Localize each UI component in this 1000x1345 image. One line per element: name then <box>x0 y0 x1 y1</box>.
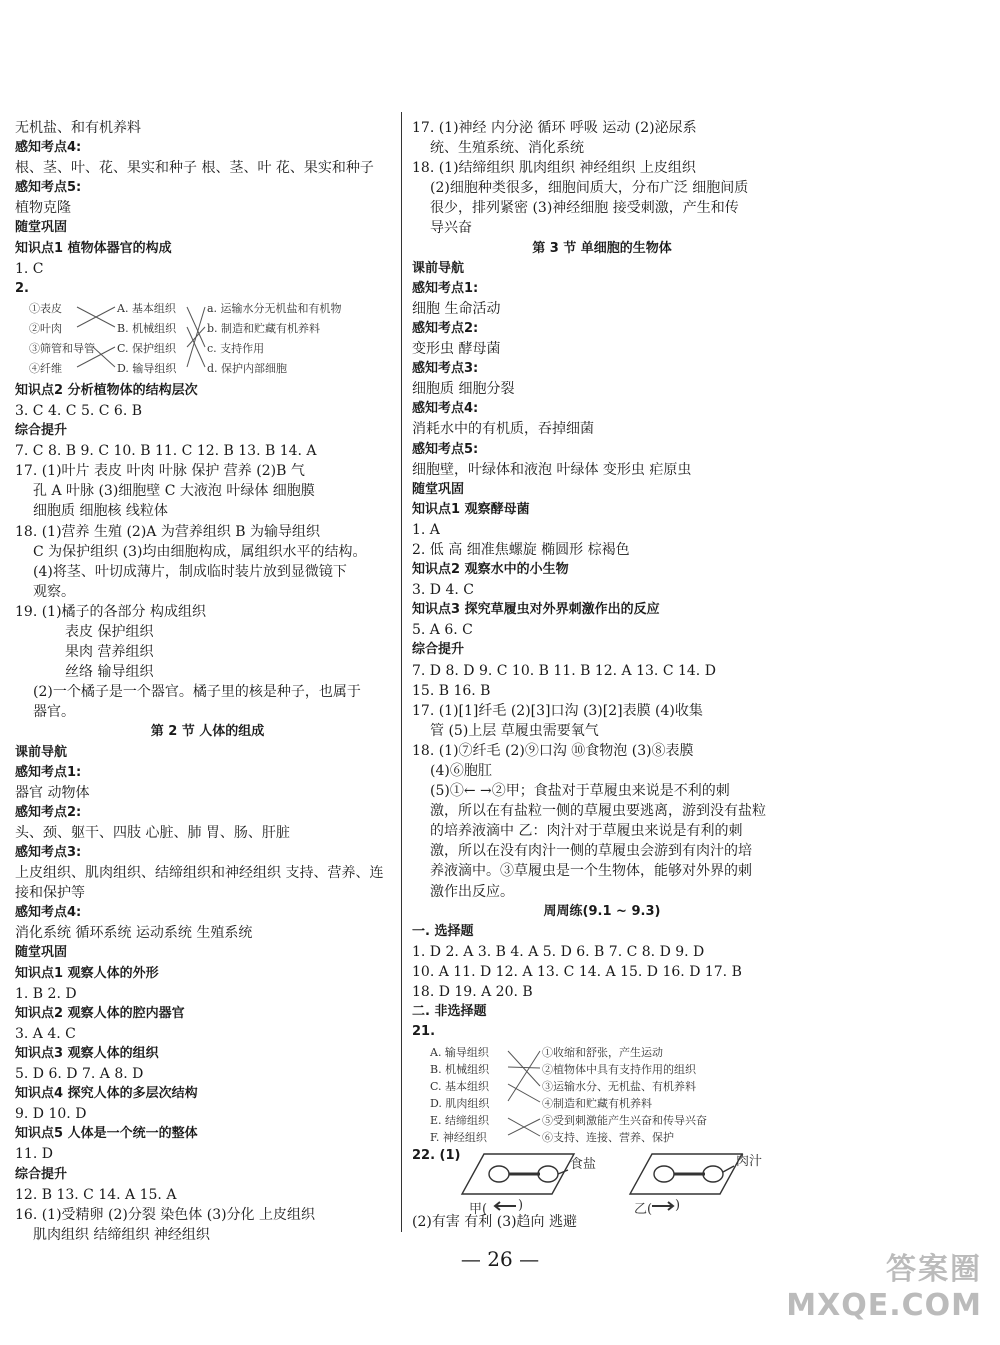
answer-line: 2. 低 高 细准焦螺旋 椭圆形 棕褐色 <box>412 541 630 558</box>
section-heading: 感知考点4: <box>15 905 82 921</box>
answer-line: 激，所以在没有肉汁一侧的草履虫会游到有肉汁的培 <box>430 843 752 860</box>
answer-line: 消化系统 循环系统 运动系统 生殖系统 <box>15 925 253 942</box>
answer-line: 器官 动物体 <box>15 784 90 801</box>
section-heading: 综合提升 <box>412 642 465 658</box>
section-heading: 知识点3 探究草履虫对外界刺激作出的反应 <box>412 602 660 618</box>
d2-left-6: F. 神经组织 <box>430 1131 487 1145</box>
answer-line: 激，所以在有盐粒一侧的草履虫要逃离，游到没有盐粒 <box>430 803 766 820</box>
d2-left-5: E. 结缔组织 <box>430 1114 490 1128</box>
section-heading: 二. 非选择题 <box>412 1004 487 1020</box>
d2-left-2: B. 机械组织 <box>430 1063 490 1077</box>
section-heading: 知识点2 观察水中的小生物 <box>412 562 569 578</box>
answer-line: 观察。 <box>33 583 75 600</box>
d1-mid-4: D. 输导组织 <box>117 361 177 375</box>
answer-line: 18. (1)⑦纤毛 (2)⑨口沟 ⑩食物泡 (3)⑧表膜 <box>412 742 694 759</box>
section-heading: 知识点1 植物体器官的构成 <box>15 240 172 256</box>
caption-yi-close: ) <box>675 1198 681 1214</box>
answer-line: 细胞壁，叶绿体和液泡 叶绿体 变形虫 疟原虫 <box>412 461 692 478</box>
section-heading: 感知考点1: <box>15 764 82 780</box>
answer-line: 5. A 6. C <box>412 622 473 639</box>
section-heading: 感知考点4: <box>15 140 82 156</box>
answer-line: (2)细胞种类很多，细胞间质大，分布广泛 细胞间质 <box>430 180 749 197</box>
matching-diagram-tissue-functions <box>412 1042 792 1146</box>
slide-diagrams <box>412 1148 792 1218</box>
right-column <box>412 118 792 1233</box>
answer-line: 根、茎、叶、花、果实和种子 根、茎、叶 花、果实和种子 <box>15 160 374 177</box>
section-heading: 知识点2 分析植物体的结构层次 <box>15 382 198 398</box>
answer-line: 肌肉组织 结缔组织 神经组织 <box>33 1226 210 1243</box>
section-heading: 随堂巩固 <box>15 220 68 236</box>
section-heading: 知识点3 观察人体的组织 <box>15 1045 159 1061</box>
answer-line: 16. (1)受精卵 (2)分裂 染色体 (3)分化 上皮组织 <box>15 1206 316 1223</box>
answer-line: 管 (5)上层 草履虫需要氧气 <box>430 722 599 739</box>
answer-line: 孔 A 叶脉 (3)细胞壁 C 大液泡 叶绿体 细胞膜 <box>33 483 315 500</box>
d2-right-2: ②植物体中具有支持作用的组织 <box>542 1063 696 1077</box>
answer-line: 细胞质 细胞核 线粒体 <box>33 503 168 520</box>
answer-line: 植物克隆 <box>15 200 71 217</box>
section-heading: 知识点4 探究人体的多层次结构 <box>15 1086 198 1102</box>
d2-right-5: ⑤受到刺激能产生兴奋和传导兴奋 <box>542 1114 707 1128</box>
d2-right-3: ③运输水分、无机盐、有机养料 <box>542 1080 696 1094</box>
watermark-url: MXQE.COM <box>786 1288 982 1323</box>
answer-line: (5)①← →②甲；食盐对于草履虫来说是不利的刺 <box>430 783 730 800</box>
answer-line: (2)有害 有利 (3)趋向 逃避 <box>412 1214 578 1231</box>
answer-line: 7. C 8. B 9. C 10. B 11. C 12. B 13. B 14. A <box>15 443 317 460</box>
answer-line: (2)一个橘子是一个器官。橘子里的核是种子，也属于 <box>33 684 361 701</box>
answer-line: 18. D 19. A 20. B <box>412 984 533 1001</box>
answer-line: 3. C 4. C 5. C 6. B <box>15 402 143 419</box>
d1-mid-1: A. 基本组织 <box>117 301 176 315</box>
page-number: — 26 — <box>460 1247 540 1271</box>
left-column <box>15 118 400 1245</box>
answer-line: C 为保护组织 (3)均由细胞构成，属组织水平的结构。 <box>33 543 367 560</box>
section-heading: 2. <box>15 280 29 296</box>
answer-line: 果肉 营养组织 <box>65 644 154 661</box>
answer-line: 接和保护等 <box>15 885 85 902</box>
section-heading: 感知考点1: <box>412 280 479 296</box>
section-heading: 课前导航 <box>15 744 68 760</box>
section-heading: 第 3 节 单细胞的生物体 <box>532 240 672 256</box>
meat-juice-label: 肉汁 <box>736 1154 763 1170</box>
salt-label: 食盐 <box>570 1157 597 1173</box>
answer-line: (4)⑥胞肛 <box>430 763 492 779</box>
d1-left-3: ③筛管和导管 <box>29 341 95 355</box>
watermark-logo: 答案圈 <box>886 1252 982 1287</box>
answer-line: 9. D 10. D <box>15 1106 87 1123</box>
section-heading: 感知考点2: <box>15 804 82 820</box>
section-heading: 感知考点5: <box>412 441 479 457</box>
answer-line: 无机盐、和有机养料 <box>15 120 141 136</box>
answer-line: 7. D 8. D 9. C 10. B 11. B 12. A 13. C 14. D <box>412 662 716 679</box>
answer-line: 17. (1)神经 内分泌 循环 呼吸 运动 (2)泌尿系 <box>412 120 697 136</box>
answer-line: 15. B 16. B <box>412 682 491 699</box>
answer-line: 3. D 4. C <box>412 582 475 599</box>
section-heading: 感知考点3: <box>412 361 479 377</box>
d1-left-2: ②叶肉 <box>29 321 62 335</box>
answer-line: 19. (1)橘子的各部分 构成组织 <box>15 603 206 620</box>
section-heading: 知识点2 观察人体的腔内器官 <box>15 1005 185 1021</box>
d1-right-4: d. 保护内部细胞 <box>207 361 288 375</box>
section-heading: 22. (1) <box>412 1148 461 1164</box>
answer-line: 上皮组织、肌肉组织、结缔组织和神经组织 支持、营养、连 <box>15 865 384 882</box>
d1-mid-3: C. 保护组织 <box>117 341 177 355</box>
section-heading: 21. <box>412 1024 436 1040</box>
matching-diagram-plant-tissues <box>15 299 395 381</box>
column-divider <box>401 112 402 1232</box>
answer-line: 3. A 4. C <box>15 1025 76 1042</box>
answer-line: 丝络 输导组织 <box>65 664 154 681</box>
section-heading: 感知考点5: <box>15 180 82 196</box>
answer-line: 器官。 <box>33 704 75 721</box>
answer-line: 很少，排列紧密 (3)神经细胞 接受刺激，产生和传 <box>430 200 739 217</box>
d2-left-4: D. 肌肉组织 <box>430 1097 490 1111</box>
answer-line: 消耗水中的有机质，吞掉细菌 <box>412 421 594 438</box>
section-heading: 知识点1 观察人体的外形 <box>15 965 159 981</box>
answer-line: 统、生殖系统、消化系统 <box>430 140 584 157</box>
d2-right-4: ④制造和贮藏有机养料 <box>542 1097 652 1111</box>
answer-line: 1. A <box>412 521 440 538</box>
section-heading: 知识点1 观察酵母菌 <box>412 501 530 517</box>
answer-line: 细胞质 细胞分裂 <box>412 381 515 398</box>
answer-line: 细胞 生命活动 <box>412 300 501 317</box>
d1-left-4: ④纤维 <box>29 361 62 375</box>
answer-line: 17. (1)[1]纤毛 (2)[3]口沟 (3)[2]表膜 (4)收集 <box>412 702 703 719</box>
answer-line: 17. (1)叶片 表皮 叶肉 叶脉 保护 营养 (2)B 气 <box>15 463 305 480</box>
section-heading: 感知考点2: <box>412 320 479 336</box>
answer-line: 18. (1)结缔组织 肌肉组织 神经组织 上皮组织 <box>412 160 696 177</box>
answer-line: 的培养液滴中 乙：肉汁对于草履虫来说是有利的刺 <box>430 823 743 840</box>
section-heading: 周周练(9.1 ~ 9.3) <box>543 903 661 919</box>
section-heading: 第 2 节 人体的组成 <box>150 724 265 740</box>
answer-line: 1. B 2. D <box>15 985 77 1002</box>
answer-line: (4)将茎、叶切成薄片，制成临时装片放到显微镜下 <box>33 563 347 580</box>
answer-line: 10. A 11. D 12. A 13. C 14. A 15. D 16. D 17. B <box>412 963 742 980</box>
answer-line: 头、颈、躯干、四肢 心脏、肺 胃、肠、肝脏 <box>15 824 290 841</box>
d1-left-1: ①表皮 <box>29 301 62 315</box>
answer-line: 变形虫 酵母菌 <box>412 341 501 358</box>
answer-line: 1. D 2. A 3. B 4. A 5. D 6. B 7. C 8. D 9. D <box>412 943 705 960</box>
d1-right-2: b. 制造和贮藏有机养料 <box>207 321 321 335</box>
d2-right-1: ①收缩和舒张，产生运动 <box>542 1046 663 1060</box>
d2-left-3: C. 基本组织 <box>430 1080 490 1094</box>
caption-jia: 甲( <box>469 1202 488 1218</box>
answer-line: 11. D <box>15 1146 53 1163</box>
answer-line: 12. B 13. C 14. A 15. A <box>15 1186 177 1203</box>
section-heading: 感知考点4: <box>412 401 479 417</box>
section-heading: 感知考点3: <box>15 845 82 860</box>
answer-line: 激作出反应。 <box>430 883 514 900</box>
section-heading: 课前导航 <box>412 260 465 276</box>
d2-right-6: ⑥支持、连接、营养、保护 <box>542 1131 674 1145</box>
section-heading: 一. 选择题 <box>412 923 474 939</box>
watermark <box>786 1244 982 1323</box>
d1-right-3: c. 支持作用 <box>207 341 265 355</box>
answer-line: 1. C <box>15 260 44 277</box>
answer-line: 导兴奋 <box>430 220 472 237</box>
caption-yi: 乙( <box>634 1202 653 1218</box>
section-heading: 知识点5 人体是一个统一的整体 <box>15 1126 198 1142</box>
answer-line: 表皮 保护组织 <box>65 623 154 640</box>
caption-jia-close: ) <box>518 1198 524 1214</box>
section-heading: 随堂巩固 <box>412 481 465 497</box>
answer-line: 5. D 6. D 7. A 8. D <box>15 1066 144 1083</box>
d2-left-1: A. 输导组织 <box>430 1046 489 1060</box>
d1-right-1: a. 运输水分无机盐和有机物 <box>207 301 342 315</box>
answer-line: 18. (1)营养 生殖 (2)A 为营养组织 B 为输导组织 <box>15 523 321 540</box>
section-heading: 综合提升 <box>15 423 68 439</box>
d1-mid-2: B. 机械组织 <box>117 321 177 335</box>
answer-line: 养液滴中。③草履虫是一个生物体，能够对外界的刺 <box>430 863 752 880</box>
section-heading: 综合提升 <box>15 1166 68 1182</box>
section-heading: 随堂巩固 <box>15 945 68 961</box>
